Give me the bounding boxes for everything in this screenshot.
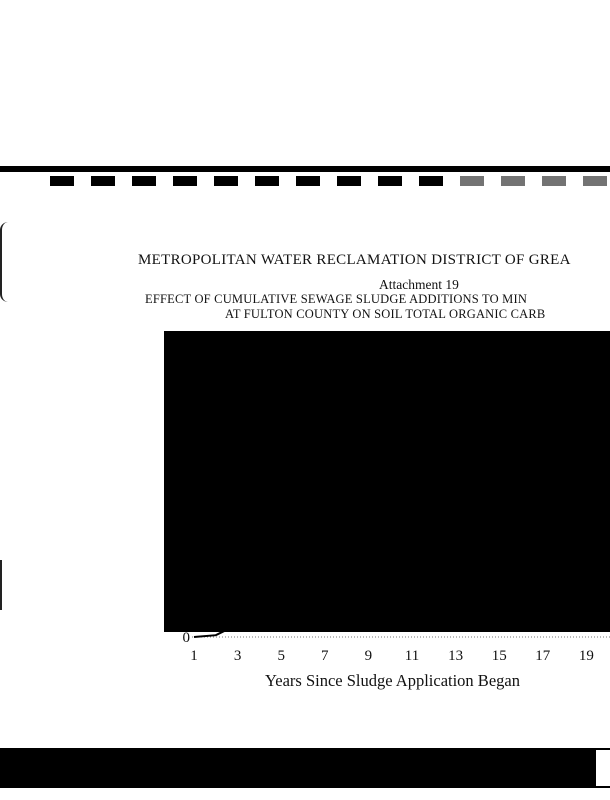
scan-footer-bar bbox=[0, 748, 610, 788]
chart-title-line-1: EFFECT OF CUMULATIVE SEWAGE SLUDGE ADDITIONS TO MIN bbox=[145, 292, 528, 306]
series-line bbox=[194, 630, 227, 637]
x-tick-label: 15 bbox=[491, 648, 507, 664]
x-tick-label: 9 bbox=[364, 648, 373, 664]
agency-heading: METROPOLITAN WATER RECLAMATION DISTRICT OF GREA bbox=[138, 252, 571, 268]
x-tick-label: 11 bbox=[404, 648, 420, 664]
chart-title-line-2: AT FULTON COUNTY ON SOIL TOTAL ORGANIC CARB bbox=[225, 307, 546, 321]
x-tick-label: 7 bbox=[321, 648, 329, 664]
x-tick-label: 17 bbox=[535, 648, 551, 664]
scan-corner-notch bbox=[596, 750, 610, 786]
x-tick-label: 19 bbox=[578, 648, 594, 664]
x-tick-label: 13 bbox=[448, 648, 464, 664]
x-axis-label: Years Since Sludge Application Began bbox=[265, 671, 520, 690]
attachment-label: Attachment 19 bbox=[379, 277, 459, 292]
x-tick-label: 5 bbox=[277, 648, 285, 664]
x-tick-label: 3 bbox=[233, 648, 242, 664]
x-tick-label: 1 bbox=[190, 648, 198, 664]
y-tick-label: 0 bbox=[182, 630, 190, 646]
